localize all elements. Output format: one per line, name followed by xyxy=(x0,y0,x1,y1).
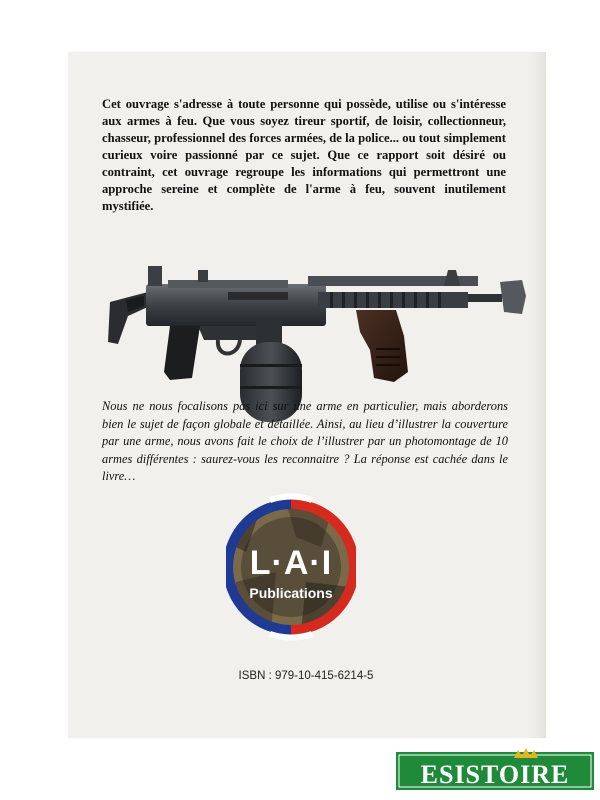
lai-publications-logo xyxy=(226,492,356,642)
esistoire-logo xyxy=(396,746,594,794)
crown-icon xyxy=(514,748,538,758)
logo-initials: L·A·I xyxy=(249,544,333,582)
isbn: ISBN : 979-10-415-6214-5 xyxy=(238,670,374,682)
logo-publications: Publications xyxy=(249,585,333,601)
store-logo-text: ESISTOIRE xyxy=(420,760,570,789)
book-back-cover xyxy=(68,52,544,738)
description-paragraph: Nous ne nous focalisons pas ici sur une arme en particulier, mais aborderons bien le sujet de façon globale et détaillée. Ainsi, au lieu d’illustrer la couverture par une arme, nous avons fait le choix de l’illustrer par un photomontage de 10 armes différentes : saurez-vous les reconnaitre ? La réponse est cachée dans le livre… xyxy=(102,399,508,483)
intro-paragraph: Cet ouvrage s'adresse à toute personne qui possède, utilise ou s'intéresse aux armes à feu. Que vous soyez tireur sportif, de loisir, collectionneur, chasseur, professionnel des forces armées, de la police... ou tout simplement curieux voire passionné par ce sujet. Que ce rapport soit désiré ou contraint, cet ouvrage regroupe les informations qui permettront une approche sereine et complète de l'arme à feu, souvent inutilement mystifiée. xyxy=(102,97,506,213)
cover-edge xyxy=(528,52,544,738)
